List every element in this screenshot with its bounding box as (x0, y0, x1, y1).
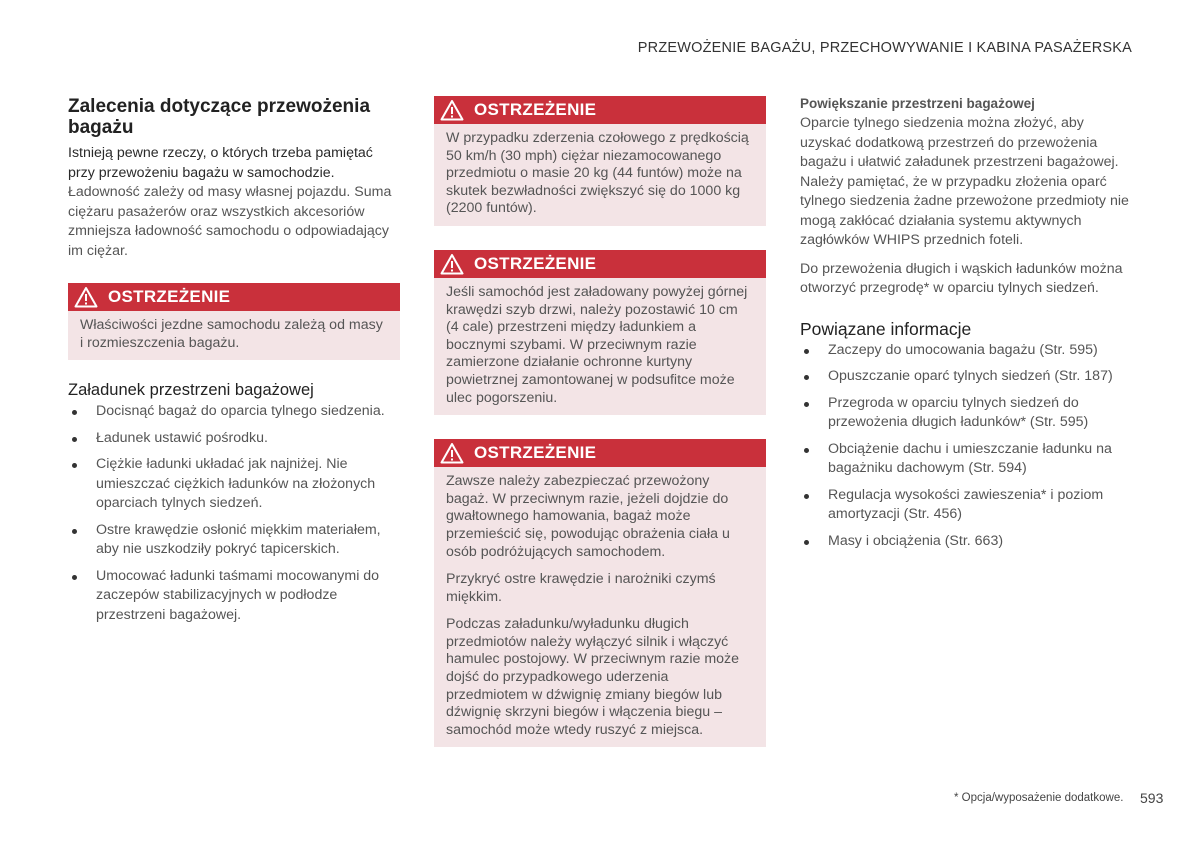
list-item (68, 429, 400, 449)
page-title: Zalecenia dotyczące przewożenia bagażu (68, 96, 371, 138)
related-link[interactable] (800, 440, 1132, 479)
related-info-title: Powiązane informacje (800, 318, 972, 339)
warning-body (434, 467, 766, 747)
bullet-icon (72, 529, 77, 534)
list-item-text: Docisnąć bagaż do oparcia tylnego siedzenia. (96, 403, 385, 420)
bullet-icon (804, 402, 809, 407)
warning-text: Jeśli samochód jest załadowany powyżej górnej krawędzi szyb drzwi, należy pozostawić 10 cm (4 cale) przestrzeni między ładunkiem a bocznymi szybami. W przeciwnym razie zamierzone działanie ochronne kurtyny powietrznej zamontowanej w podsufitce może ulec pogorszeniu. (446, 283, 748, 406)
related-link[interactable] (800, 394, 1132, 433)
related-link-text: Obciążenie dachu i umieszczanie ładunku na bagażniku dachowym (Str. 594) (828, 440, 1112, 476)
bullet-icon (804, 375, 809, 380)
warning-title: OSTRZEŻENIE (108, 287, 231, 306)
long-loads-text: Do przewożenia długich i wąskich ładunków można otworzyć przegrodę* w oparciu tylnych siedzeń. (800, 260, 1123, 296)
warning-header (434, 439, 766, 467)
intro-text: Istnieją pewne rzeczy, o których trzeba pamiętać przy przewożeniu bagażu w samochodzie. (68, 145, 373, 181)
warning-text: W przypadku zderzenia czołowego z prędkością 50 km/h (30 mph) ciężar niezamocowanego przedmiotu o masie 20 kg (44 funtów) może na skutek bezwładności zwiększyć się do 1000 kg (2200 funtów). (446, 130, 749, 217)
warning-box (434, 439, 766, 747)
bullet-icon (72, 410, 77, 415)
related-link-text: Opuszczanie oparć tylnych siedzeń (Str. 187) (828, 368, 1113, 384)
related-link-text: Regulacja wysokości zawieszenia* i poziom amortyzacji (Str. 456) (828, 486, 1104, 522)
bullet-icon (72, 437, 77, 442)
bullet-icon (804, 448, 809, 453)
warning-body (434, 124, 766, 226)
warning-triangle-icon (440, 442, 464, 464)
warning-box (434, 250, 766, 415)
warning-title: OSTRZEŻENIE (474, 443, 597, 463)
bullet-icon (804, 494, 809, 499)
list-item (68, 567, 400, 626)
warning-header (434, 96, 766, 124)
warning-text: Zawsze należy zabezpieczać przewożony bagaż. W przeciwnym razie, jeżeli dojdzie do gwałtownego hamowania, bagaż może przemieścić się, powodując obrażenia ciała u osób podróżujących samochodem. (446, 473, 730, 560)
related-info-list (800, 341, 1132, 552)
related-link[interactable] (800, 367, 1132, 387)
list-item (68, 455, 400, 514)
bullet-icon (804, 349, 809, 354)
warning-body (434, 278, 766, 415)
list-item-text: Umocować ładunki taśmami mocowanymi do zaczepów stabilizacyjnych w podłodze przestrzeni bagażowej. (96, 567, 380, 623)
related-link[interactable] (800, 341, 1132, 361)
expand-space-text: Oparcie tylnego siedzenia można złożyć, aby uzyskać dodatkową przestrzeń do przewożenia bagażu i ułatwić załadunek przestrzeni bagażowej. Należy pamiętać, że w przypadku złożenia oparć tylnego siedzenia żadne przewożone przedmioty nie mogą zakłócać działania systemu aktywnych zagłówków WHIPS przednich foteli. (800, 115, 1129, 248)
warning-title: OSTRZEŻENIE (474, 100, 597, 119)
related-link-text: Zaczepy do umocowania bagażu (Str. 595) (828, 341, 1098, 358)
loading-section-title: Załadunek przestrzeni bagażowej (68, 381, 314, 400)
bullet-icon (72, 575, 77, 580)
running-header: PRZEWOŻENIE BAGAŻU, PRZECHOWYWANIE I KABINA PASAŻERSKA (637, 40, 1132, 56)
list-item-text: Ładunek ustawić pośrodku. (96, 429, 268, 446)
related-link-text: Przegroda w oparciu tylnych siedzeń do przewożenia długich ładunków* (Str. 595) (828, 394, 1089, 430)
related-link-text: Masy i obciążenia (Str. 663) (828, 532, 1004, 549)
warning-triangle-icon (440, 253, 464, 275)
warning-triangle-icon (440, 99, 464, 121)
warning-header (434, 250, 766, 278)
related-link[interactable] (800, 486, 1132, 525)
bullet-icon (804, 540, 809, 545)
warning-box (434, 96, 766, 226)
related-link[interactable] (800, 532, 1132, 552)
warning-body (68, 311, 400, 360)
warning-text: Przykryć ostre krawędzie i narożniki czymś miękkim. (446, 571, 716, 605)
warning-text: Podczas załadunku/wyładunku długich przedmiotów należy wyłączyć silnik i włączyć hamulec postojowy. W przeciwnym razie może dojść do przypadkowego uderzenia przedmiotem w dźwignię zmiany biegów lub dźwignię skrzyni biegów i włączenia biegu – samochód może wtedy ruszyć z miejsca. (446, 616, 740, 738)
footnote: * Opcja/wyposażenie dodatkowe. (954, 792, 1124, 804)
list-item (68, 402, 400, 422)
load-capacity-text: Ładowność zależy od masy własnej pojazdu. Suma ciężaru pasażerów oraz wszystkich akcesoriów zmniejsza ładowność samochodu o odpowiadający im ciężar. (68, 184, 392, 259)
page-number: 593 (1140, 790, 1164, 806)
warning-title: OSTRZEŻENIE (474, 253, 597, 273)
loading-list (68, 402, 400, 625)
column-left (68, 96, 400, 632)
column-middle (434, 96, 766, 767)
bullet-icon (72, 463, 77, 468)
warning-triangle-icon (74, 286, 98, 308)
list-item-text: Ciężkie ładunki układać jak najniżej. Nie umieszczać ciężkich ładunków na złożonych oparciach tylnych siedzeń. (96, 456, 376, 512)
list-item (68, 521, 400, 560)
list-item-text: Ostre krawędzie osłonić miękkim materiałem, aby nie uszkodziły pokryć tapicerskich. (96, 521, 381, 558)
warning-box (68, 283, 400, 360)
warning-text: Właściwości jezdne samochodu zależą od masy i rozmieszczenia bagażu. (80, 317, 383, 351)
expand-space-title: Powiększanie przestrzeni bagażowej (800, 96, 1035, 111)
column-right (800, 96, 1132, 558)
warning-header (68, 283, 400, 311)
